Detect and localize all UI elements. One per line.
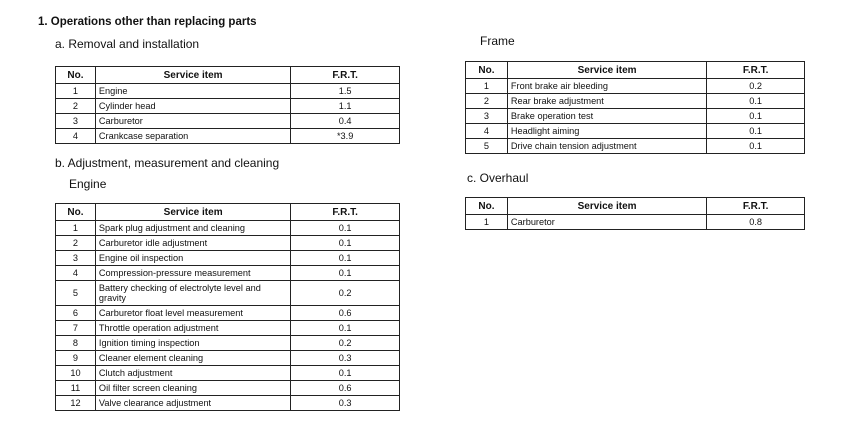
row-frt: 0.1 — [707, 124, 805, 139]
row-no: 7 — [56, 321, 96, 336]
row-frt: *3.9 — [291, 129, 400, 144]
row-frt: 0.1 — [291, 321, 400, 336]
col-header-frt: F.R.T. — [707, 198, 805, 215]
engine-table — [55, 203, 400, 411]
row-item: Throttle operation adjustment — [95, 321, 290, 336]
table-row — [56, 396, 400, 411]
row-frt: 0.1 — [291, 266, 400, 281]
row-item: Ignition timing inspection — [95, 336, 290, 351]
row-frt: 0.1 — [291, 251, 400, 266]
row-no: 8 — [56, 336, 96, 351]
section-title: 1. Operations other than replacing parts — [38, 16, 257, 28]
col-header-service-item: Service item — [507, 198, 706, 215]
table-row — [56, 266, 400, 281]
row-item: Carburetor — [507, 215, 706, 230]
engine-subheading: Engine — [69, 177, 107, 191]
row-frt: 0.6 — [291, 306, 400, 321]
col-header-service-item: Service item — [507, 62, 706, 79]
removal-heading: a. Removal and installation — [55, 37, 200, 51]
col-header-service-item: Service item — [95, 67, 290, 84]
row-item: Front brake air bleeding — [507, 79, 706, 94]
col-header-no: No. — [56, 67, 96, 84]
table-row — [466, 139, 805, 154]
row-item: Rear brake adjustment — [507, 94, 706, 109]
row-item: Battery checking of electrolyte level and gravity — [95, 281, 290, 306]
row-frt: 0.2 — [291, 336, 400, 351]
col-header-no: No. — [466, 198, 508, 215]
row-frt: 0.8 — [707, 215, 805, 230]
row-no: 1 — [56, 84, 96, 99]
row-item: Cylinder head — [95, 99, 290, 114]
col-header-no: No. — [56, 204, 96, 221]
row-item: Clutch adjustment — [95, 366, 290, 381]
row-item: Engine — [95, 84, 290, 99]
row-no: 2 — [56, 99, 96, 114]
table-row — [56, 221, 400, 236]
row-frt: 0.1 — [291, 236, 400, 251]
row-no: 2 — [466, 94, 508, 109]
row-no: 4 — [56, 266, 96, 281]
row-item: Brake operation test — [507, 109, 706, 124]
row-no: 2 — [56, 236, 96, 251]
row-item: Valve clearance adjustment — [95, 396, 290, 411]
row-no: 11 — [56, 381, 96, 396]
row-frt: 0.1 — [291, 221, 400, 236]
row-no: 12 — [56, 396, 96, 411]
row-no: 4 — [466, 124, 508, 139]
table-row — [56, 84, 400, 99]
table-row — [56, 366, 400, 381]
frame-heading: Frame — [480, 34, 515, 48]
row-item: Engine oil inspection — [95, 251, 290, 266]
row-frt: 1.5 — [291, 84, 400, 99]
row-no: 1 — [466, 79, 508, 94]
row-item: Oil filter screen cleaning — [95, 381, 290, 396]
table-row — [56, 129, 400, 144]
row-no: 3 — [466, 109, 508, 124]
row-item: Carburetor — [95, 114, 290, 129]
row-no: 9 — [56, 351, 96, 366]
row-item: Carburetor idle adjustment — [95, 236, 290, 251]
row-no: 1 — [466, 215, 508, 230]
row-frt: 1.1 — [291, 99, 400, 114]
row-item: Cleaner element cleaning — [95, 351, 290, 366]
col-header-no: No. — [466, 62, 508, 79]
row-frt: 0.3 — [291, 396, 400, 411]
adjustment-heading: b. Adjustment, measurement and cleaning — [55, 156, 280, 170]
table-header-row — [466, 62, 805, 79]
overhaul-heading: c. Overhaul — [467, 171, 529, 185]
row-no: 3 — [56, 114, 96, 129]
row-frt: 0.3 — [291, 351, 400, 366]
removal-table — [55, 66, 400, 144]
row-frt: 0.2 — [707, 79, 805, 94]
row-item: Drive chain tension adjustment — [507, 139, 706, 154]
row-frt: 0.6 — [291, 381, 400, 396]
row-item: Headlight aiming — [507, 124, 706, 139]
row-item: Carburetor float level measurement — [95, 306, 290, 321]
table-row — [56, 321, 400, 336]
row-item: Compression-pressure measurement — [95, 266, 290, 281]
table-row — [466, 109, 805, 124]
table-row — [56, 236, 400, 251]
table-row — [56, 381, 400, 396]
row-frt: 0.1 — [707, 109, 805, 124]
table-header-row — [56, 67, 400, 84]
row-no: 5 — [466, 139, 508, 154]
row-item: Crankcase separation — [95, 129, 290, 144]
table-row — [56, 251, 400, 266]
col-header-frt: F.R.T. — [291, 67, 400, 84]
table-row — [56, 99, 400, 114]
row-frt: 0.1 — [707, 139, 805, 154]
table-row — [56, 351, 400, 366]
table-header-row — [466, 198, 805, 215]
table-row — [466, 79, 805, 94]
row-frt: 0.1 — [707, 94, 805, 109]
row-no: 6 — [56, 306, 96, 321]
col-header-service-item: Service item — [95, 204, 290, 221]
table-row — [56, 114, 400, 129]
table-row — [466, 215, 805, 230]
row-no: 10 — [56, 366, 96, 381]
table-row — [56, 281, 400, 306]
row-no: 3 — [56, 251, 96, 266]
col-header-frt: F.R.T. — [707, 62, 805, 79]
row-frt: 0.1 — [291, 366, 400, 381]
table-row — [466, 94, 805, 109]
row-frt: 0.2 — [291, 281, 400, 306]
row-no: 4 — [56, 129, 96, 144]
frame-table — [465, 61, 805, 154]
row-frt: 0.4 — [291, 114, 400, 129]
row-item: Spark plug adjustment and cleaning — [95, 221, 290, 236]
table-row — [466, 124, 805, 139]
table-row — [56, 306, 400, 321]
row-no: 1 — [56, 221, 96, 236]
col-header-frt: F.R.T. — [291, 204, 400, 221]
overhaul-table — [465, 197, 805, 230]
table-row — [56, 336, 400, 351]
table-header-row — [56, 204, 400, 221]
row-no: 5 — [56, 281, 96, 306]
